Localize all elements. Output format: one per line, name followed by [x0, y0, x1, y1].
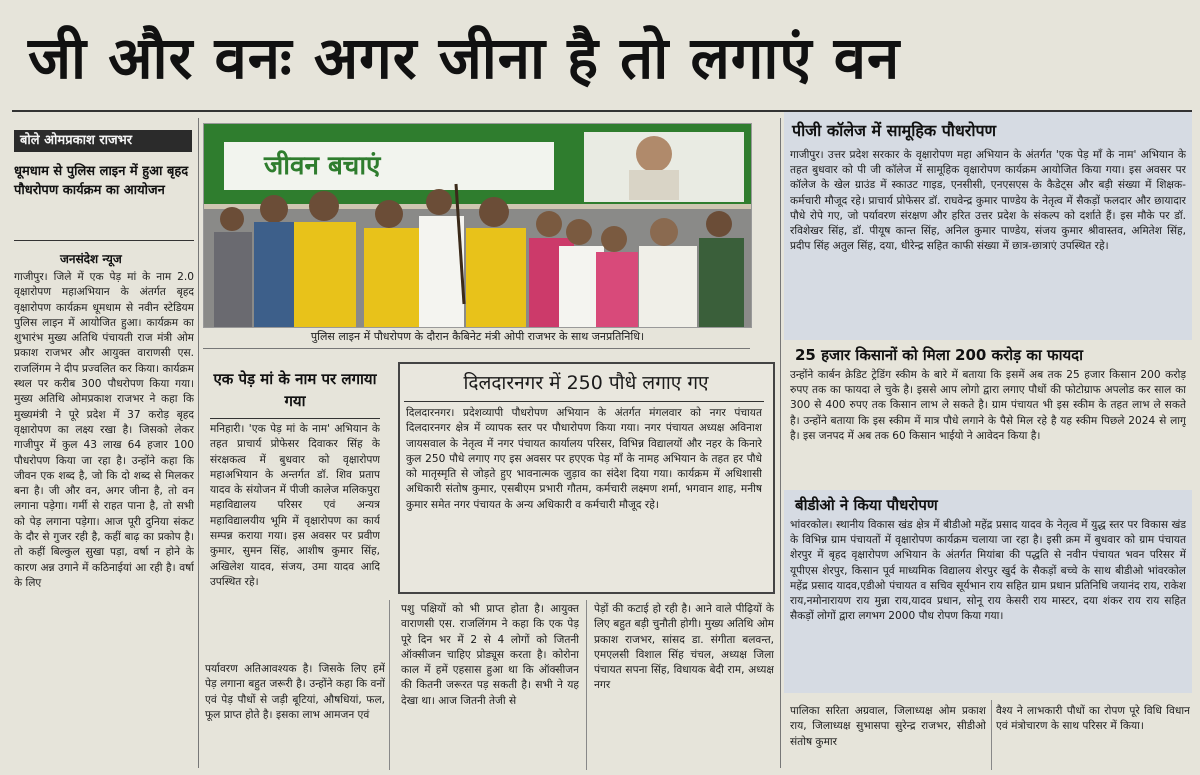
right-bottom-body: भांवरकोल। स्थानीय विकास खंड क्षेत्र में बीडीओ महेंद्र प्रसाद यादव के नेतृत्व में युद्ध स्तर पर विकास खंड के विभिन्न ग्राम पंचायतों में वृक्षारोपण कार्यक्रम चलाया जा रहा है। इसी क्रम में बुधवार को ग्राम पंचायत शेरपुर में बृहद वृक्षारोपण अभियान के अंतर्गत मियांबा की पद्धति से नवीन पंचायत भवन परिसर में यूपीएस शेरपुर, किसान पूर्व माध्यमिक विद्यालय शेरपुर खुर्द के सैकड़ों बच्चे के साथ बीडीओ भांवरकोल महेंद्र प्रसाद यादव,एडीओ पंचायत व सचिव सूर्यभान राय सहित ग्राम प्रधान प्रतिनिधि जयानंद राय, राकेश राय,नमोनारायण राय मुन्ना राय,यादव प्रधान, सोनू राय केसरी राय मास्टर, दया शंकर राय राय सहित सैकड़ों लोगों द्वारा लगभग 2000 पौध रोपण किया गया।: [790, 519, 1186, 623]
left-story-body: गाजीपुर। जिले में एक पेड़ मां के नाम 2.0 वृक्षारोपण महाअभियान के अंतर्गत बृहद वृक्षारोपण कार्यक्रम धूमधाम से नवीन स्टेडियम पुलिस लाइन में आयोजित हुआ। कार्यक्रम का शुभारंभ मुख्य अतिथि पंचायती राज मंत्री ओम प्रकाश राजभर और आयुक्त वाराणसी एस. राजलिंगम ने दीप प्रज्वलित कर किया। कार्यक्रम स्थल पर करीब 300 पौधरोपण किया गया। मुख्य अतिथि ओमप्रकाश राजभर ने कहा कि मुख्यमंत्री ने पूरे प्रदेश में 37 करोड़ बृहद वृक्षारोपण का लक्ष्य रखा है। जिसको लेकर गाजीपुर में कुल 43 लाख 64 हजार 100 पौधरोपण किया जा रहा है। उन्होंने कहा कि जीवन एक शब्द है, जो कि दो शब्द से मिलकर बना है। जी और वन, अगर जीना है, तो वन लगाना पड़ेगा। गर्मी से राहत पाना है, तो सभी को पेड़ लगाना पड़ेगा। आज पूरी दुनिया संकट के दौर से गुजर रही है, कहीं बाढ़ का प्रकोप है। तो कहीं बिल्कुल सुखा पड़ा, वर्षा न होने के कारण अन्न उगाने में कठिनाईयां आ रही है। वर्षा के लिए: [14, 271, 194, 589]
photo-caption: पुलिस लाइन में पौधरोपण के दौरान कैबिनेट मंत्री ओपी राजभर के साथ जनप्रतिनिधि।: [310, 330, 645, 343]
continued-col-1: पर्यावरण अतिआवश्यक है। जिसके लिए हमें पेड़ लगाना बहुत जरूरी है। उन्होंने कहा कि वनों एवं पेड़ पौधों से जड़ी बूटियां, औषधियां, फल, फूल प्राप्त होते है। इसका लाभ आमजन एवं: [205, 663, 385, 721]
bottom-col-2: वैश्य ने लाभकारी पौधों का रोपण पूरे विधि विधान एवं मंत्रोचारण के साथ परिसर में किया।: [996, 705, 1190, 733]
continued-col-2: पशु पक्षियों को भी प्राप्त होता है। आयुक्त वाराणसी एस. राजलिंगम ने कहा कि एक पेड़ पूरे दिन भर में 2 से 4 लोगों को जितनी ऑक्सीजन चाहिए प्रोड्यूस करता है। कोरोना काल में हमें एहसास हुआ था कि ऑक्सीजन की कितनी जरूरत पड़ सकती है। सभी ने यह देखा था। आज जितनी तेजी से: [401, 603, 579, 707]
caption-rule: [203, 348, 750, 349]
column-divider-right: [780, 118, 781, 768]
right-top-heading: पीजी कॉलेज में सामूहिक पौधरोपण: [792, 121, 997, 140]
banner-text: जीवन बचाएं: [264, 151, 381, 181]
right-bottom-heading: बीडीओ ने किया पौधरोपण: [795, 496, 938, 514]
column-divider-b: [586, 600, 587, 770]
continued-col-3: पेड़ों की कटाई हो रही है। आने वाले पीढ़ियों के लिए बहुत बड़ी चुनौती होगी। मुख्य अतिथि ओम प्रकाश राजभर, सांसद डा. संगीता बलवन्त, एमएलसी विशाल सिंह चंचल, अध्यक्ष जिला पंचायत सपना सिंह, विधायक बेदी राम, अध्यक्ष नगर: [594, 603, 774, 692]
column-divider-left: [198, 118, 199, 768]
boxed-story-body: दिलदारनगर। प्रदेशव्यापी पौधरोपण अभियान के अंतर्गत मंगलवार को नगर पंचायत दिलदारनगर क्षेत्र में व्यापक स्तर पर पौधारोपण किया गया। नगर पंचायत अध्यक्ष अविनाश जायसवाल के नेतृत्व में नगर पंचायत कार्यालय परिसर, विभिन्न विद्यालयों और नहर के किनारे कुल 250 पौधे लगाए गए इस अवसर पर हएएक पेड़ माँ के नामह अभियान के तहत हर पौधे को मातृस्मृति से जोड़ते हुए भावनात्मक जुड़ाव का संदेश दिया गया। कार्यक्रम में अधिशासी अधिकारी संतोष कुमार, एसबीएम प्रभारी गौतम, कर्मचारी लक्ष्मण शर्मा, भगवान शाह, मनीष कुमार समेत नगर पंचायत के अन्य अधिकारी व कर्मचारी मौजूद रहे।: [406, 407, 762, 511]
kicker-label: बोले ओमप्रकाश राजभर: [14, 130, 192, 152]
main-headline: जी और वनः अगर जीना है तो लगाएं वन: [28, 24, 901, 92]
subhead-rule: [14, 240, 194, 241]
right-top-body: गाजीपुर। उत्तर प्रदेश सरकार के वृक्षारोपण महा अभियान के अंतर्गत 'एक पेड़ माँ के नाम' अभियान के तहत बुधवार को पी जी कॉलेज में सामूहिक वृक्षारोपण कार्यक्रम आयोजित किया गया। इस अवसर पर कॉलेज के खेल ग्राउंड में स्काउट गाइड, एनसीसी, एनएसएस के कैडेट्स और बड़ी संख्या में शिक्षक-कर्मचारी मौजूद रहे। प्राचार्य प्रोफेसर डॉ. राघवेन्द्र कुमार पाण्डेय के नेतृत्व में सैकड़ों फलदार और छायादार पौधे रोपे गए, जो पर्यावरण संरक्षण और हरित उत्तर प्रदेश के संकल्प को दर्शाते हैं। इस मौके पर डॉ. रविशेखर सिंह, डॉ. पीयूष कान्त सिंह, अनिल कुमार पाण्डेय, संजय कुमार श्रीवास्तव, अमितेश सिंह, प्रदीप सिंह अतुल सिंह, दया, धीरेन्द्र सहित काफी संख्या में छात्र-छात्राएं उपस्थित रहे।: [790, 149, 1186, 253]
mid-story-heading: एक पेड़ मां के नाम पर लगाया गया: [213, 370, 377, 410]
right-mid-heading: 25 हजार किसानों को मिला 200 करोड़ का फायदा: [795, 346, 1084, 364]
news-photo: [203, 123, 752, 328]
byline: जनसंदेश न्यूज: [60, 252, 122, 266]
left-subhead: धूमधाम से पुलिस लाइन में हुआ बृहद पौधरोपण कार्यक्रम का आयोजन: [14, 164, 189, 198]
column-divider-bottom: [991, 700, 992, 770]
boxed-heading-rule: [404, 401, 764, 402]
mid-heading-rule: [210, 418, 380, 419]
column-divider-a: [389, 600, 390, 770]
boxed-story-heading: दिलदारनगर में 250 पौधे लगाए गए: [463, 372, 709, 394]
right-mid-body: उन्होंने कार्बन क्रेडिट ट्रेडिंग स्कीम के बारे में बताया कि इसमें अब तक 25 हजार किसान 200 करोड़ रुपए तक का फायदा ले चुके है। इससे आप लोगो द्वारा लगाए पौधों की फोटोग्राफ अपलोड कर साल का 300 से 400 रुपए तक किसान लाभ ले सकते है। ग्राम पंचायत भी इस स्कीम के तहत लाभ ले सकते है। उन्होंने बताया कि इस स्कीम में मात्र पौधे लगाने के पैसे मिल रहे है यह स्कीम पिछले 2024 से लागू है। इस जनपद में अब तक 60 किसान भाईयो ने आवेदन किया है।: [790, 369, 1186, 442]
bottom-col-1: पालिका सरिता अग्रवाल, जिलाध्यक्ष ओम प्रकाश राय, जिलाध्यक्ष सुभासपा सुरेन्द्र राजभर, सीडीओ संतोष कुमार: [790, 705, 986, 748]
mid-story-body: मनिहारी। 'एक पेड़ मां के नाम' अभियान के तहत प्राचार्य प्रोफेसर दिवाकर सिंह के संरक्षकत्व में बुधवार को वृक्षारोपण महाअभियान के अन्तर्गत डॉ. शिव प्रताप यादव के संयोजन में पीजी कालेज मलिकपुरा महाविद्यालय परिसर एवं अन्यत्र महाविद्यालयीय भूमि में वृक्षारोपण का कार्य सम्पन्न कराया गया। इस अवसर पर प्रवीण कुमार, सुमन सिंह, आशीष कुमार सिंह, अखिलेश यादव, संजय, उमा यादव आदि उपस्थित रहे।: [210, 423, 380, 588]
